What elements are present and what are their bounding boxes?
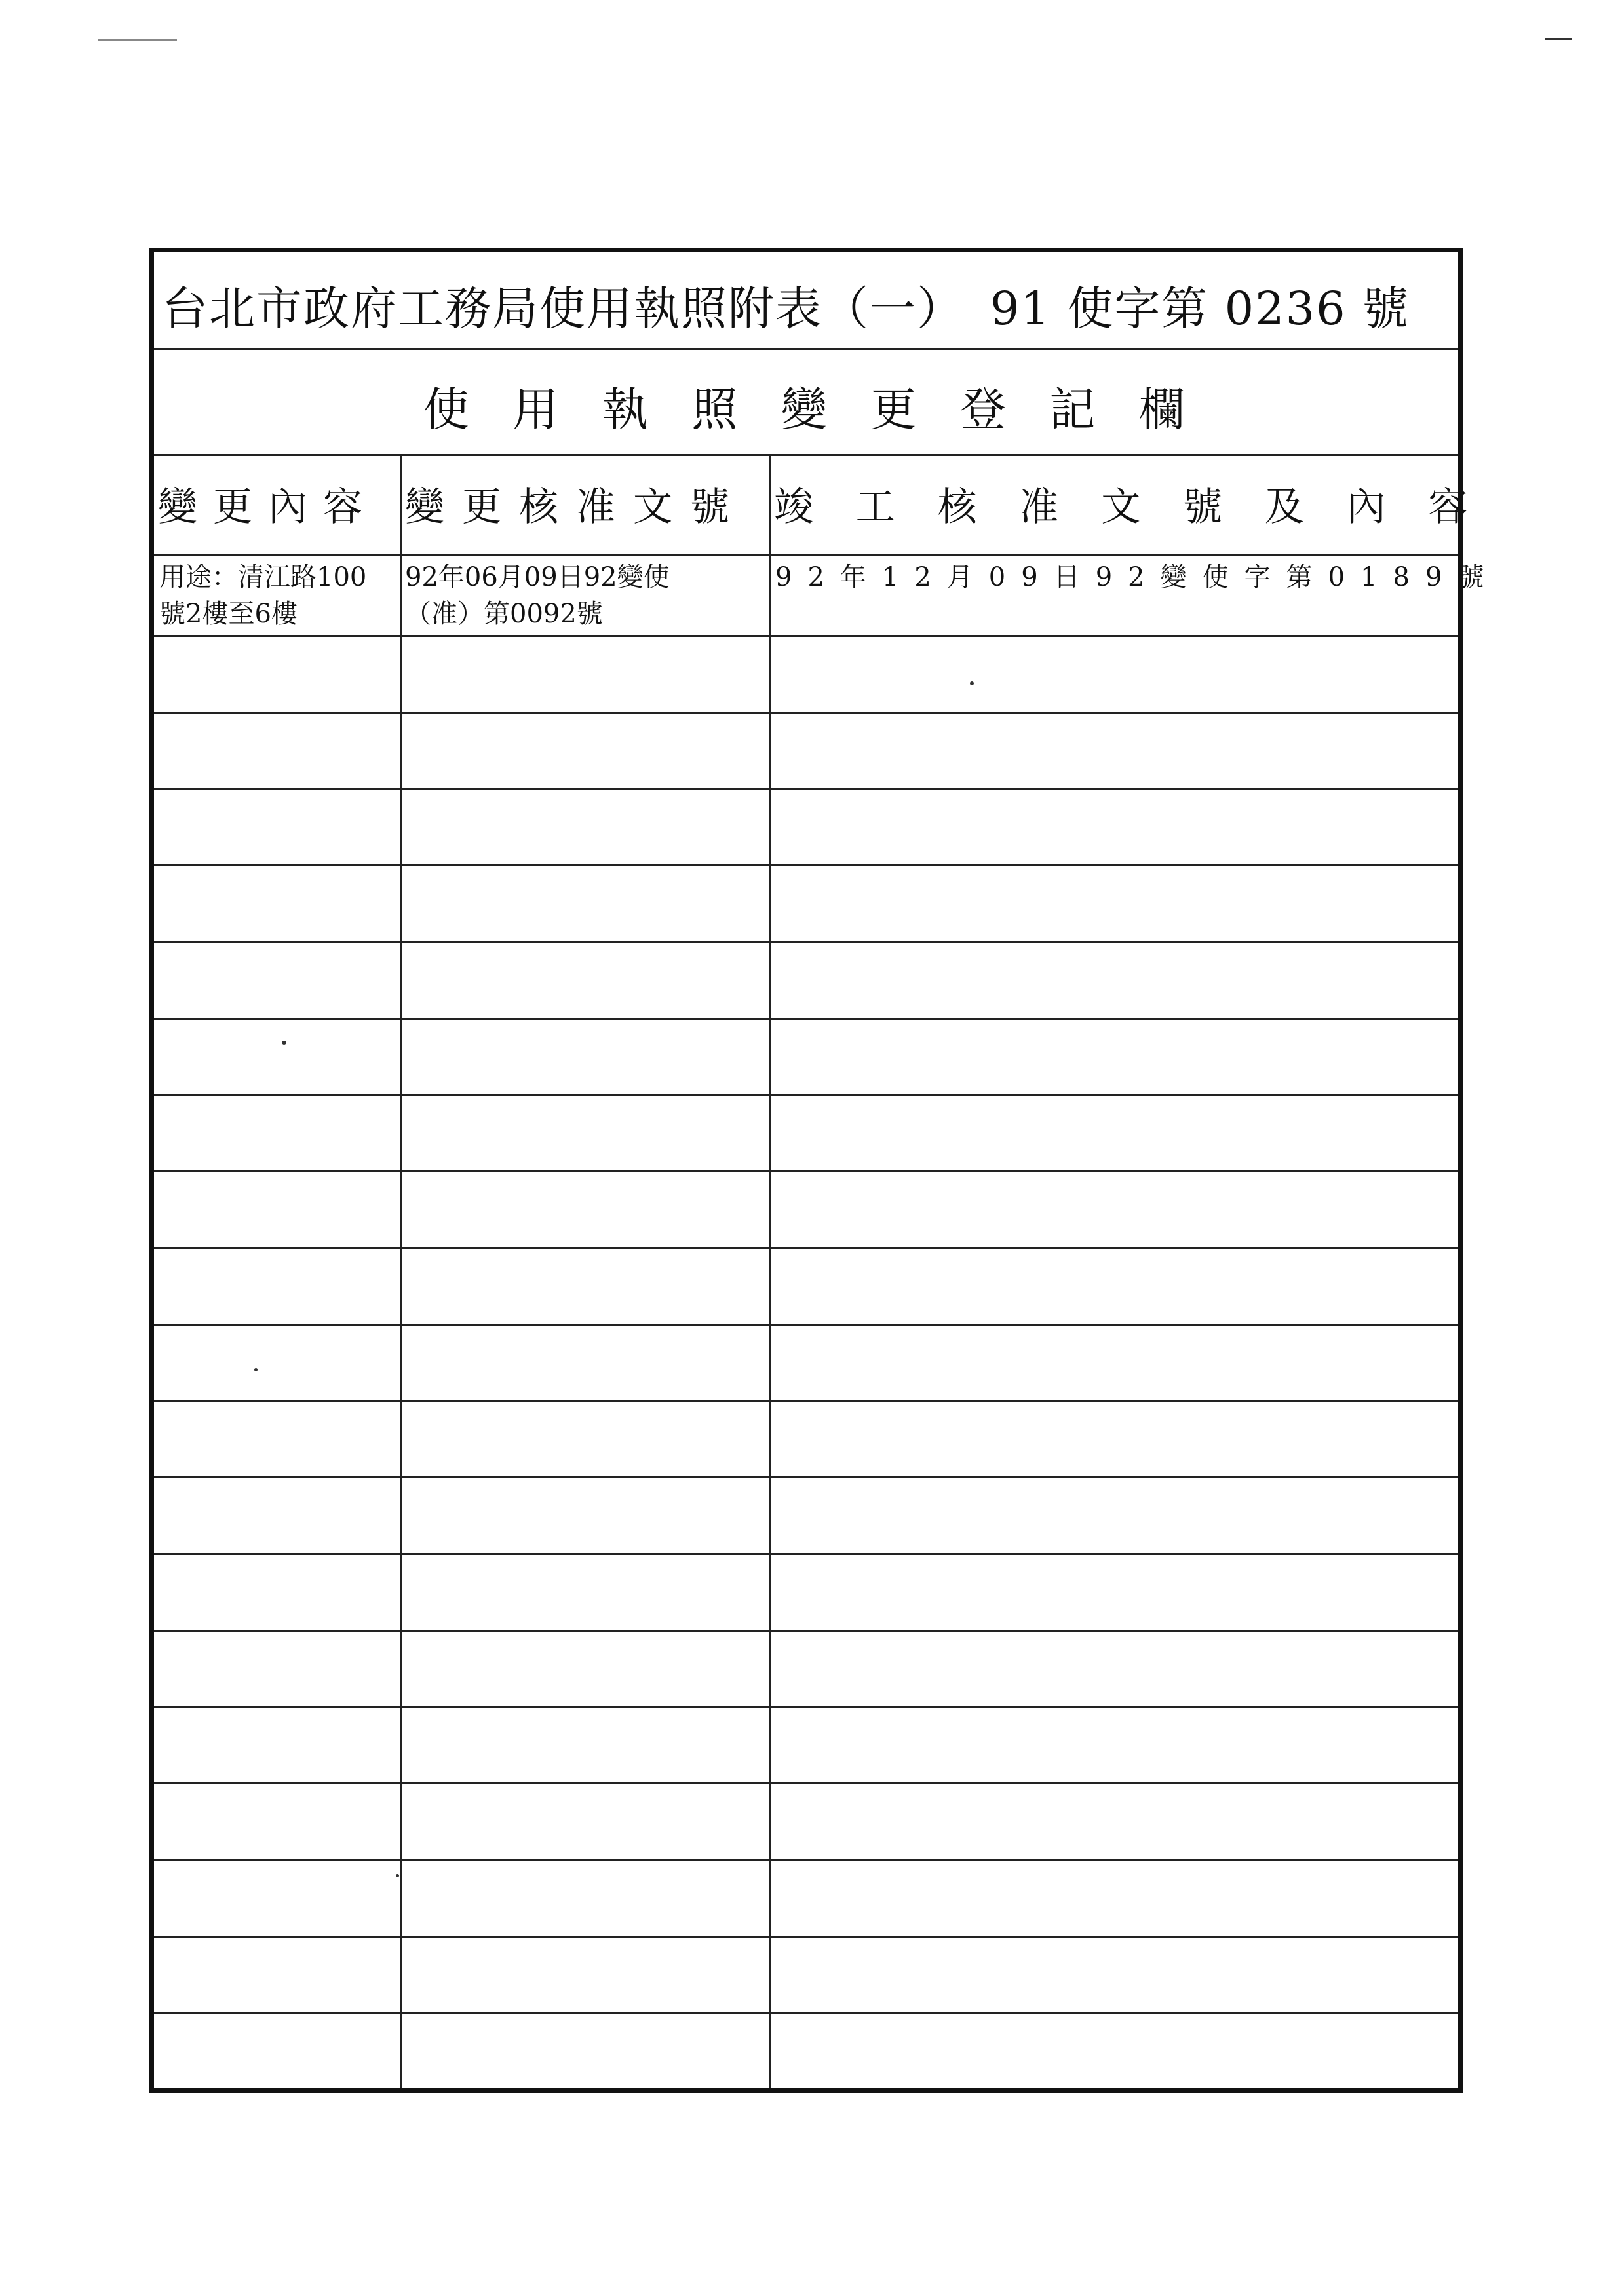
- permit-number: 91 使字第 0236 號: [990, 281, 1410, 335]
- cell-completion-approval: 92年12月09日92變使字第0189號: [775, 562, 1500, 592]
- header-completion-approval: 竣工核准文號及內容: [774, 484, 1511, 530]
- divider: [154, 554, 1458, 556]
- table-row: [154, 941, 1458, 943]
- table-row: [154, 712, 1458, 714]
- table-row: [154, 635, 1458, 637]
- table-row: [154, 1170, 1458, 1172]
- header-change-content: 變更內容: [158, 484, 378, 530]
- scan-speck: [970, 681, 974, 685]
- scan-speck: [254, 1368, 258, 1371]
- cell-change-content: 用途：清江路100 號2樓至6樓: [159, 562, 367, 629]
- scan-speck: [1545, 38, 1572, 40]
- scan-speck: [396, 1874, 399, 1877]
- table-row: [154, 1018, 1458, 1020]
- table-row: [154, 1859, 1458, 1861]
- permit-change-form: [149, 248, 1511, 2093]
- form-title: [162, 261, 1453, 348]
- table-row: [154, 1706, 1458, 1708]
- table-row: [154, 1782, 1458, 1784]
- table-row: [154, 1324, 1458, 1326]
- scan-speck: [98, 39, 177, 41]
- table-row: [154, 1630, 1458, 1632]
- table-row: [154, 1247, 1458, 1249]
- table-row: [154, 1553, 1458, 1555]
- table-row: [154, 1476, 1458, 1478]
- scan-speck: [282, 1041, 286, 1045]
- table-row: [154, 2012, 1458, 2014]
- cell-change-approval: 92年06月09日92變使 （准）第0092號: [405, 562, 670, 629]
- table-row: [154, 1400, 1458, 1402]
- column-divider: [400, 454, 402, 2088]
- table-row: [154, 1094, 1458, 1096]
- form-subtitle: 使用執照變更登記欄: [423, 382, 1229, 436]
- column-divider: [769, 454, 771, 2088]
- header-change-approval: 變更核准文號: [405, 484, 747, 530]
- form-title-main: 台北市政府工務局使用執照附表（一）: [162, 281, 964, 335]
- table-row: [154, 788, 1458, 790]
- table-row: [154, 1936, 1458, 1938]
- table-row: [154, 864, 1458, 866]
- divider: [154, 348, 1458, 350]
